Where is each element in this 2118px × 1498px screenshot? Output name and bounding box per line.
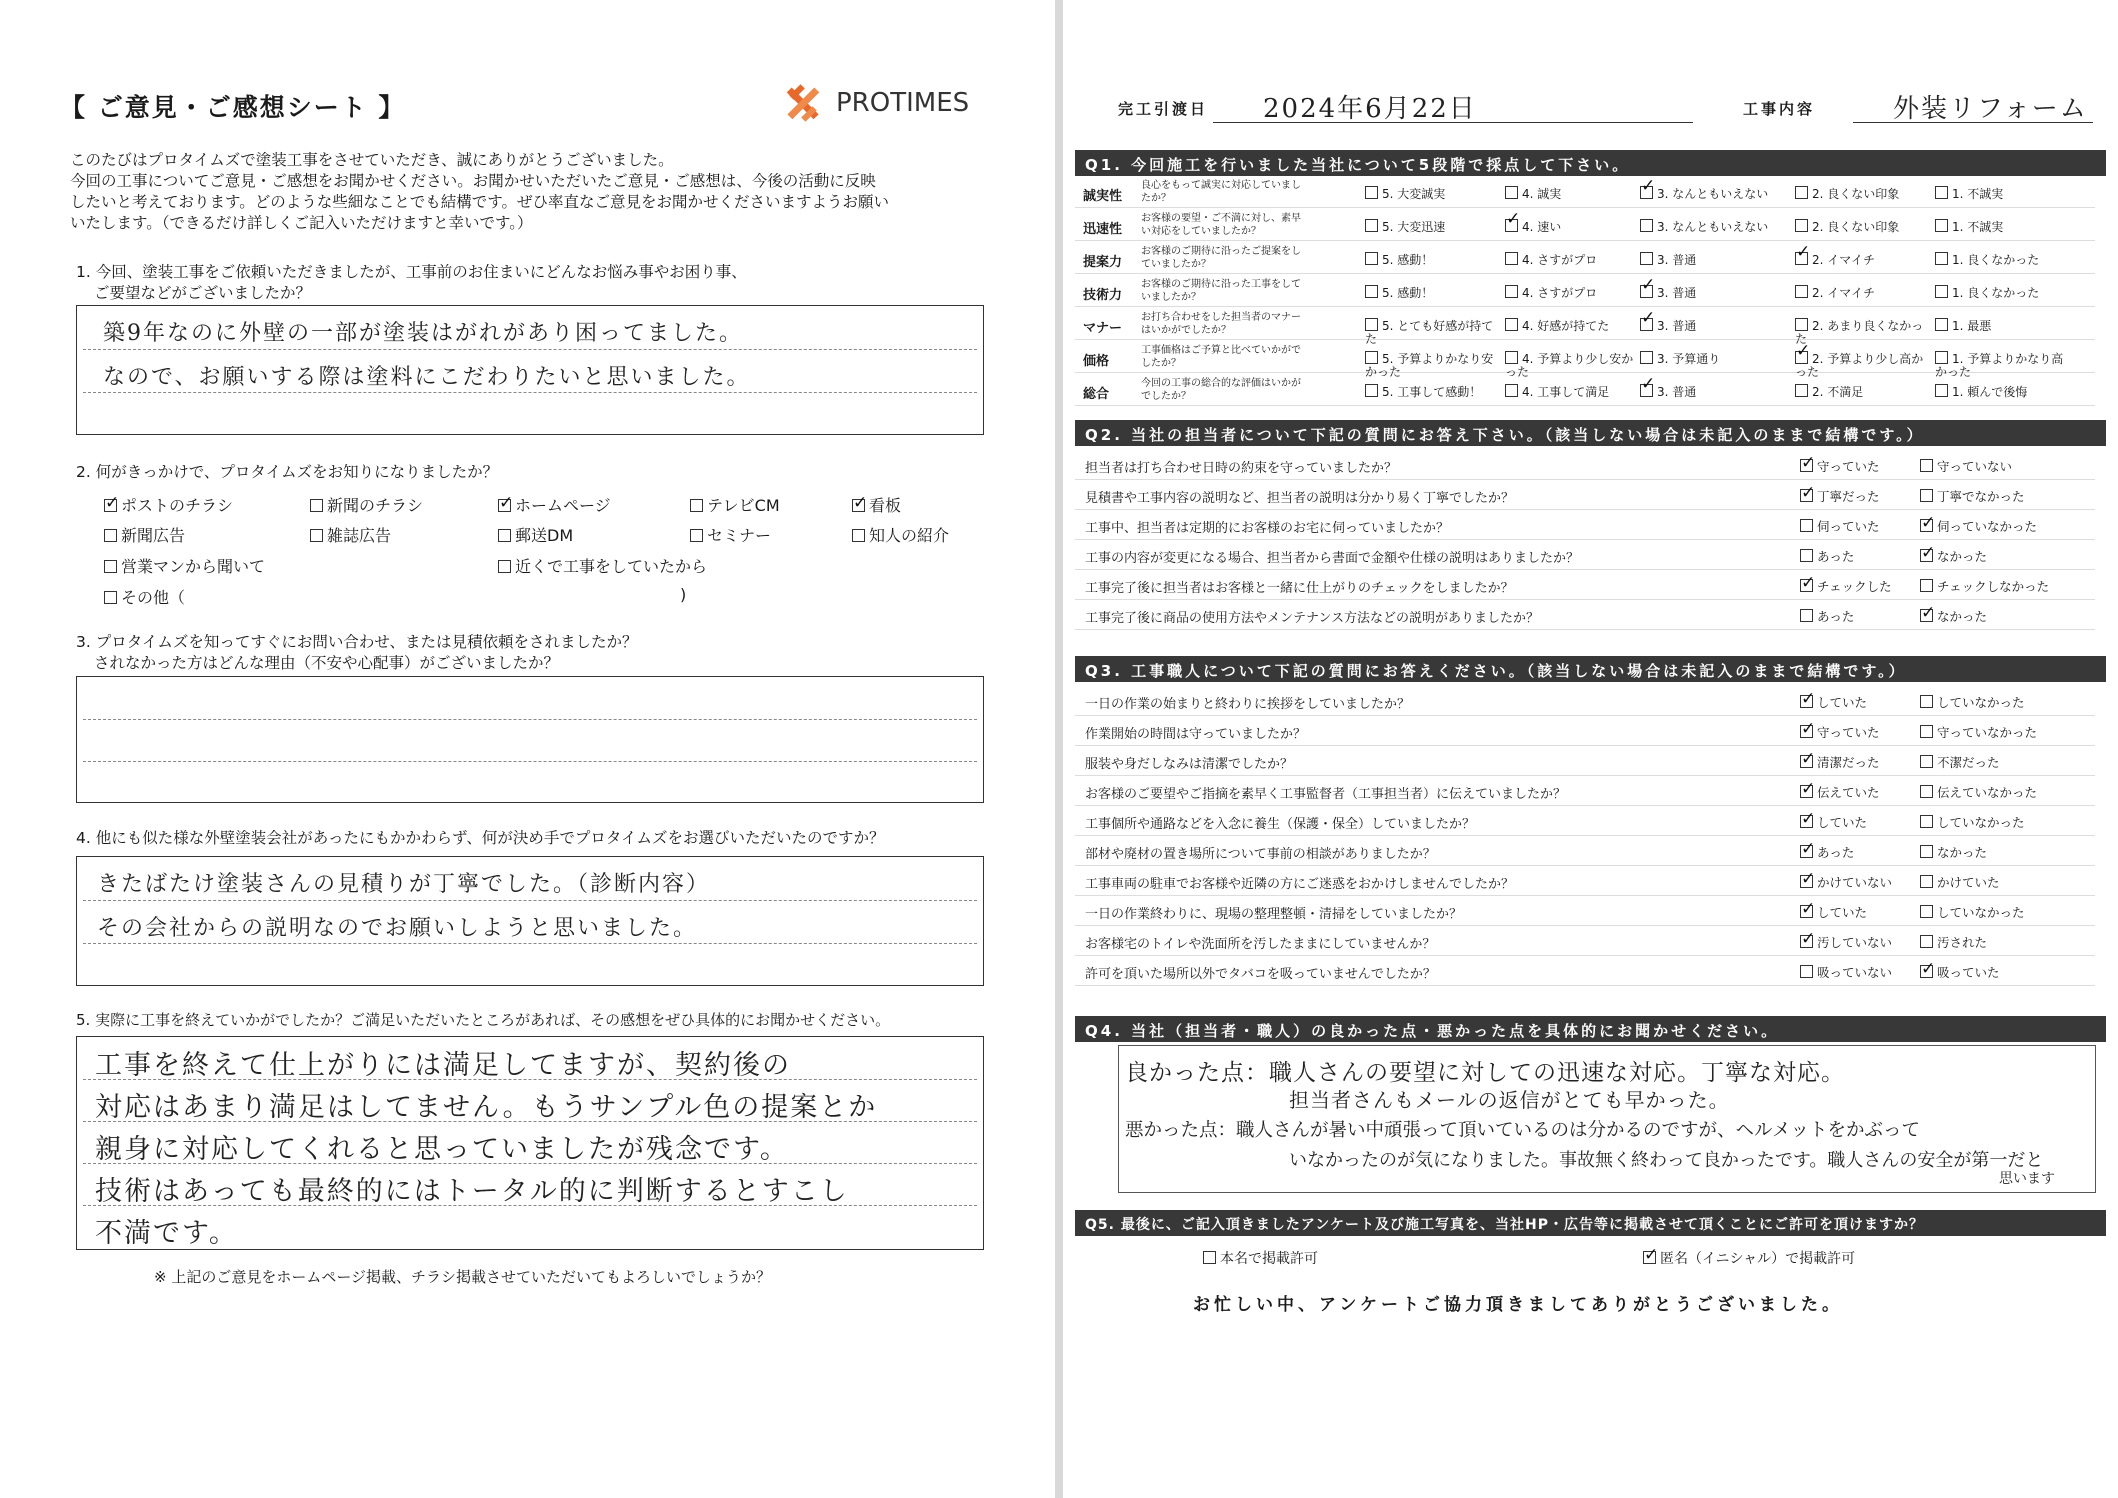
q3-answer-yes[interactable]: 吸っていない <box>1800 963 1892 981</box>
checkbox-icon[interactable] <box>1505 252 1518 265</box>
checkbox-icon[interactable] <box>1643 1251 1656 1264</box>
q1-rating-option[interactable]: 5. 大変迅速 <box>1365 219 1495 234</box>
checkbox-icon[interactable] <box>1795 318 1808 331</box>
answer-box-3 <box>76 676 984 803</box>
q1-rating-option[interactable]: 5. 大変誠実 <box>1365 186 1495 201</box>
q3-question-text: 工事車両の駐車でお客様や近隣の方にご迷惑をおかけしませんでしたか？ <box>1085 877 1515 892</box>
q3-answer-yes[interactable]: ✓ していた <box>1800 693 1867 711</box>
q1-row-description: お客様のご期待に沿ったご提案をしていましたか？ <box>1141 246 1301 270</box>
checkbox-icon[interactable] <box>1800 519 1813 532</box>
q2-answer-yes[interactable]: ✓ チェックした <box>1800 577 1892 595</box>
q1-row-label: 価格 <box>1083 354 1110 369</box>
question-5: 5. 実際に工事を終えていかがでしたか？ご満足いただいたところがあれば、その感想をぜひ具体的にお聞かせください。 <box>76 1011 891 1029</box>
q3-question-text: 一日の作業の始まりと終わりに挨拶をしていましたか？ <box>1085 697 1411 712</box>
q1-row-description: お打ち合わせをした担当者のマナーはいかがでしたか？ <box>1141 312 1301 336</box>
checkbox-icon[interactable] <box>1795 351 1808 364</box>
q1-rating-option[interactable]: 3. 普通 <box>1640 252 1770 267</box>
handwritten-answer: なので、お願いする際は塗料にこだわりたいと思いました。 <box>103 365 751 390</box>
checkbox-icon[interactable] <box>1505 285 1518 298</box>
q2-answer-no[interactable]: 守っていない <box>1920 457 2012 475</box>
q1-row-label: マナー <box>1083 321 1123 336</box>
q3-answer-no[interactable]: 不潔だった <box>1920 753 2000 771</box>
q5-option-initials[interactable]: ✓ 匿名（イニシャル）で掲載許可 <box>1643 1248 1855 1268</box>
q1-rating-option[interactable]: 1. 不誠実 <box>1935 219 2065 234</box>
checkbox-icon[interactable] <box>852 499 865 512</box>
q1-rating-option[interactable]: 4. 予算より少し安かった <box>1505 352 1634 379</box>
checkbox-icon[interactable] <box>1935 219 1948 232</box>
q3-answer-no[interactable]: 汚された <box>1920 933 1987 951</box>
handwritten-answer: 悪かった点：職人さんが暑い中頑張って頂いているのは分かるのですが、ヘルメットをかぶって <box>1125 1120 1920 1141</box>
answer-box-1 <box>76 305 984 435</box>
q1-row <box>1075 277 2095 307</box>
q2-answer-no[interactable]: 丁寧でなかった <box>1920 487 2025 505</box>
feedback-sheet-right <box>1063 0 2118 1498</box>
checkbox-icon[interactable] <box>1795 384 1808 397</box>
brand-name: PROTIMES <box>836 88 970 118</box>
q1-rating-option[interactable]: ✓ 3. なんともいえない <box>1640 186 1770 201</box>
checkbox-icon[interactable] <box>1365 318 1378 331</box>
q1-rating-option[interactable]: 2. 不満足 <box>1795 384 1925 399</box>
option-magazine-ad[interactable]: 雑誌広告 <box>310 523 391 546</box>
q1-row-label: 提案力 <box>1083 255 1123 270</box>
q2-answer-yes[interactable]: ✓ 丁寧だった <box>1800 487 1880 505</box>
q2-question-text: 工事完了後に担当者はお客様と一緒に仕上がりのチェックをしましたか？ <box>1085 581 1514 596</box>
q3-row <box>1075 716 2095 746</box>
option-direct-mail[interactable]: 郵送DM <box>498 523 573 546</box>
q3-answer-yes[interactable]: ✓ 清潔だった <box>1800 753 1880 771</box>
handwritten-answer: いなかったのが気になりました。事故無く終わって良かったです。職人さんの安全が第一だと <box>1289 1150 2044 1171</box>
q1-rating-option[interactable]: 5. 工事して感動！ <box>1365 384 1495 399</box>
checkbox-icon[interactable] <box>1935 252 1948 265</box>
checkbox-icon[interactable] <box>1365 351 1378 364</box>
checkbox-icon[interactable] <box>1800 459 1813 472</box>
handwritten-answer: 担当者さんもメールの返信がとても早かった。 <box>1289 1088 1730 1112</box>
checkbox-icon[interactable] <box>310 529 323 542</box>
checkbox-icon[interactable] <box>1800 755 1813 768</box>
q2-question-text: 担当者は打ち合わせ日時の約束を守っていましたか？ <box>1085 461 1398 476</box>
q3-answer-no[interactable]: 伝えていなかった <box>1920 783 2037 801</box>
checkbox-icon[interactable] <box>104 529 117 542</box>
option-tv-cm[interactable]: テレビCM <box>690 493 780 516</box>
q1-rating-option[interactable]: 5. とても好感が持てた <box>1365 319 1494 346</box>
question-1: 1. 今回、塗装工事をご依頼いただきましたが、工事前のお住まいにどんなお悩み事やお困り事、 ご要望などがございましたか？ <box>76 263 747 302</box>
q1-row-label: 迅速性 <box>1083 222 1123 237</box>
q2-question-text: 見積書や工事内容の説明など、担当者の説明は分かり易く丁寧でしたか？ <box>1085 491 1515 506</box>
checkbox-icon[interactable] <box>1920 785 1933 798</box>
q1-rating-option[interactable]: ✓ 2. イマイチ <box>1795 252 1925 267</box>
page-divider <box>1055 0 1063 1498</box>
q3-answer-yes[interactable]: ✓ していた <box>1800 813 1867 831</box>
q3-answer-yes[interactable]: ✓ 伝えていた <box>1800 783 1880 801</box>
checkbox-icon[interactable] <box>1920 815 1933 828</box>
q4-header: Q4. 当社（担当者・職人）の良かった点・悪かった点を具体的にお聞かせください。 <box>1075 1016 2106 1042</box>
handwritten-answer: 親身に対応してくれると思っていましたが残念です。 <box>95 1134 789 1165</box>
date-label: 完工引渡日 <box>1118 100 1209 118</box>
q1-rating-option[interactable]: 5. 感動！ <box>1365 252 1495 267</box>
option-other[interactable]: その他（ <box>104 585 185 608</box>
q1-rating-option[interactable]: ✓ 3. 普通 <box>1640 285 1770 300</box>
q1-rating-option[interactable]: 2. あまり良くなかった <box>1795 319 1924 346</box>
option-homepage[interactable]: ✓ ホームページ <box>498 493 611 516</box>
handwritten-answer: 良かった点：職人さんの要望に対しての迅速な対応。丁寧な対応。 <box>1125 1060 1845 1086</box>
option-referral[interactable]: 知人の紹介 <box>852 523 949 546</box>
checkbox-icon[interactable] <box>1505 384 1518 397</box>
q3-answer-no[interactable]: 守っていなかった <box>1920 723 2037 741</box>
q1-rating-option[interactable]: 1. 頼んで後悔 <box>1935 384 2065 399</box>
checkbox-icon[interactable] <box>1640 285 1653 298</box>
checkbox-icon[interactable] <box>1920 875 1933 888</box>
publish-note: ※ 上記のご意見をホームページ掲載、チラシ掲載させていただいてもよろしいでしょうか？ <box>154 1268 772 1286</box>
q1-header: Q1. 今回施工を行いました当社について5段階で採点して下さい。 <box>1075 150 2106 176</box>
checkbox-icon[interactable] <box>1365 384 1378 397</box>
checkbox-icon[interactable] <box>1800 965 1813 978</box>
q2-answer-no[interactable]: チェックしなかった <box>1920 577 2049 595</box>
q1-rating-option[interactable]: 1. 良くなかった <box>1935 252 2065 267</box>
option-newspaper-ad[interactable]: 新聞広告 <box>104 523 185 546</box>
q3-answer-no[interactable]: していなかった <box>1920 903 2025 921</box>
checkbox-icon[interactable] <box>1920 579 1933 592</box>
q3-question-text: お客様のご要望やご指摘を素早く工事監督者（工事担当者）に伝えていましたか？ <box>1085 787 1567 802</box>
checkbox-icon[interactable] <box>1920 609 1933 622</box>
handwritten-answer: 対応はあまり満足はしてません。もうサンプル色の提案とか <box>95 1092 878 1123</box>
q2-row <box>1075 570 2095 600</box>
option-signboard[interactable]: ✓ 看板 <box>852 493 901 516</box>
checkbox-icon[interactable] <box>1800 609 1813 622</box>
q2-question-text: 工事完了後に商品の使用方法やメンテナンス方法などの説明がありましたか？ <box>1085 611 1539 626</box>
q3-question-text: お客様宅のトイレや洗面所を汚したままにしていませんか？ <box>1085 937 1436 952</box>
checkbox-icon[interactable] <box>1800 549 1813 562</box>
q1-row-label: 総合 <box>1083 387 1110 402</box>
q1-row <box>1075 310 2095 346</box>
checkbox-icon[interactable] <box>1640 219 1653 232</box>
q4-answer-box <box>1118 1045 2096 1193</box>
q2-row <box>1075 480 2095 510</box>
checkbox-icon[interactable] <box>1920 519 1933 532</box>
q1-row-description: お客様の要望・ご不満に対し、素早い対応をしていましたか？ <box>1141 213 1301 237</box>
q2-row <box>1075 450 2095 480</box>
q1-rating-option[interactable]: 4. さすがプロ <box>1505 252 1635 267</box>
q1-rating-option[interactable]: 1. 予算よりかなり高かった <box>1935 352 2064 379</box>
checkbox-icon[interactable] <box>1505 351 1518 364</box>
q1-row <box>1075 244 2095 274</box>
q1-rating-option[interactable]: 2. 良くない印象 <box>1795 219 1925 234</box>
checkbox-icon[interactable] <box>1935 186 1948 199</box>
q2-row <box>1075 540 2095 570</box>
q3-row <box>1075 806 2095 836</box>
checkbox-icon[interactable] <box>1800 785 1813 798</box>
checkbox-icon[interactable] <box>1505 219 1518 232</box>
q3-row <box>1075 866 2095 896</box>
checkbox-icon[interactable] <box>1365 285 1378 298</box>
q3-answer-yes[interactable]: ✓ 汚していない <box>1800 933 1892 951</box>
q2-answer-no[interactable]: ✓ 伺っていなかった <box>1920 517 2037 535</box>
checkbox-icon[interactable] <box>1795 285 1808 298</box>
q2-question-text: 工事の内容が変更になる場合、担当者から書面で金額や仕様の説明はありましたか？ <box>1085 551 1580 566</box>
feedback-sheet-left <box>0 0 1055 1498</box>
checkbox-icon[interactable] <box>1920 549 1933 562</box>
q3-question-text: 服装や身だしなみは清潔でしたか？ <box>1085 757 1294 772</box>
checkbox-icon[interactable] <box>1365 219 1378 232</box>
q3-question-text: 工事個所や通路などを入念に養生（保護・保全）していましたか？ <box>1085 817 1476 832</box>
q3-question-text: 許可を頂いた場所以外でタバコを吸っていませんでしたか？ <box>1085 967 1436 982</box>
q2-answer-no[interactable]: ✓ なかった <box>1920 607 1987 625</box>
q1-rating-option[interactable]: ✓ 4. 速い <box>1505 219 1635 234</box>
checkbox-icon[interactable] <box>1800 725 1813 738</box>
q1-row-label: 誠実性 <box>1083 189 1123 204</box>
checkbox-icon[interactable] <box>104 560 117 573</box>
q2-answer-yes[interactable]: あった <box>1800 547 1854 565</box>
checkbox-icon[interactable] <box>1935 318 1948 331</box>
q3-answer-no[interactable]: ✓ 吸っていた <box>1920 963 2000 981</box>
checkbox-icon[interactable] <box>1203 1251 1216 1264</box>
checkbox-icon[interactable] <box>498 529 511 542</box>
q1-row <box>1075 343 2095 379</box>
q2-row <box>1075 600 2095 630</box>
checkbox-icon[interactable] <box>1920 965 1933 978</box>
checkbox-icon[interactable] <box>1795 252 1808 265</box>
q1-rating-option[interactable]: 4. 好感が持てた <box>1505 318 1635 333</box>
option-seminar[interactable]: セミナー <box>690 523 771 546</box>
q3-row <box>1075 926 2095 956</box>
checkbox-icon[interactable] <box>498 560 511 573</box>
q2-row <box>1075 510 2095 540</box>
q3-row <box>1075 746 2095 776</box>
q2-answer-no[interactable]: ✓ なかった <box>1920 547 1987 565</box>
checkbox-icon[interactable] <box>1505 186 1518 199</box>
checkbox-icon[interactable] <box>310 499 323 512</box>
handwritten-answer: 思います <box>1999 1171 2055 1187</box>
question-4: 4. 他にも似た様な外壁塗装会社があったにもかかわらず、何が決め手でプロタイムズをお選びいただいたのですか？ <box>76 829 885 847</box>
q3-row <box>1075 956 2095 986</box>
q1-rating-option[interactable]: 4. 工事して満足 <box>1505 384 1635 399</box>
checkbox-icon[interactable] <box>1640 318 1653 331</box>
handwritten-answer: 工事を終えて仕上がりには満足してますが、契約後の <box>95 1050 791 1081</box>
thanks-message: お忙しい中、アンケートご協力頂きましてありがとうございました。 <box>1193 1295 1843 1315</box>
checkbox-icon[interactable] <box>1920 845 1933 858</box>
option-post-flyer[interactable]: ✓ポストのチラシ <box>104 493 233 516</box>
work-content: 外装リフォーム <box>1893 94 2088 124</box>
q3-answer-yes[interactable]: ✓ あった <box>1800 843 1854 861</box>
q1-rating-option[interactable]: 3. 予算通り <box>1640 351 1770 366</box>
checkbox-icon[interactable] <box>1920 905 1933 918</box>
q3-answer-yes[interactable]: ✓ かけていない <box>1800 873 1892 891</box>
sheet-title: 【 ご意見・ご感想シート 】 <box>60 93 406 122</box>
q1-rating-option[interactable]: 5. 感動！ <box>1365 285 1495 300</box>
checkbox-icon[interactable] <box>1920 489 1933 502</box>
q3-answer-no[interactable]: なかった <box>1920 843 1987 861</box>
completion-date: 2024年6月22日 <box>1263 94 1477 124</box>
checkbox-icon[interactable] <box>1800 875 1813 888</box>
checkbox-icon[interactable] <box>498 499 511 512</box>
q5-header: Q5. 最後に、ご記入頂きましたアンケート及び施工写真を、当社HP・広告等に掲載させて頂くことにご許可を頂けますか？ <box>1075 1210 2106 1236</box>
checkbox-icon[interactable] <box>104 499 117 512</box>
checkbox-icon[interactable] <box>690 499 703 512</box>
q3-question-text: 一日の作業終わりに、現場の整理整頓・清掃をしていましたか？ <box>1085 907 1463 922</box>
q1-rating-option[interactable]: 2. 良くない印象 <box>1795 186 1925 201</box>
q3-answer-no[interactable]: していなかった <box>1920 693 2025 711</box>
checkbox-icon[interactable] <box>1365 252 1378 265</box>
checkbox-icon[interactable] <box>1795 219 1808 232</box>
handwritten-answer: 不満です。 <box>95 1218 238 1249</box>
q1-row-description: 今回の工事の総合的な評価はいかがでしたか？ <box>1141 378 1301 402</box>
q1-rating-option[interactable]: 1. 最悪 <box>1935 318 2065 333</box>
checkbox-icon[interactable] <box>1640 351 1653 364</box>
q3-question-text: 部材や廃材の置き場所について事前の相談がありましたか？ <box>1085 847 1436 862</box>
q2-question-text: 工事中、担当者は定期的にお客様のお宅に伺っていましたか？ <box>1085 521 1450 536</box>
q1-row <box>1075 211 2095 241</box>
checkbox-icon[interactable] <box>1800 695 1813 708</box>
checkbox-icon[interactable] <box>1640 186 1653 199</box>
q2-answer-yes[interactable]: あった <box>1800 607 1854 625</box>
date-underline <box>1213 122 1693 123</box>
q3-row <box>1075 836 2095 866</box>
handwritten-answer: きたばたけ塗装さんの見積りが丁寧でした。（診断内容） <box>97 872 711 897</box>
checkbox-icon[interactable] <box>1800 845 1813 858</box>
handwritten-answer: 技術はあっても最終的にはトータル的に判断するとすこし <box>95 1176 849 1207</box>
option-nearby-work[interactable]: 近くで工事をしていたから <box>498 554 707 577</box>
option-other-close: ) <box>680 585 687 604</box>
checkbox-icon[interactable] <box>1800 489 1813 502</box>
checkbox-icon[interactable] <box>1505 318 1518 331</box>
question-3: 3. プロタイムズを知ってすぐにお問い合わせ、または見積依頼をされましたか？ されなかった方はどんな理由（不安や心配事）がございましたか？ <box>76 633 638 672</box>
q3-answer-no[interactable]: かけていた <box>1920 873 2000 891</box>
q2-header: Q2. 当社の担当者について下記の質問にお答え下さい。（該当しない場合は未記入のままで結構です。） <box>1075 420 2106 446</box>
checkbox-icon[interactable] <box>1935 384 1948 397</box>
checkbox-icon[interactable] <box>1800 935 1813 948</box>
q3-question-text: 作業開始の時間は守っていましたか？ <box>1085 727 1307 742</box>
checkbox-icon[interactable] <box>1935 285 1948 298</box>
q1-rating-option[interactable]: ✓ 3. 普通 <box>1640 318 1770 333</box>
handwritten-answer: その会社からの説明なのでお願いしようと思いました。 <box>97 916 698 941</box>
checkbox-icon[interactable] <box>1935 351 1948 364</box>
option-newspaper-flyer[interactable]: 新聞のチラシ <box>310 493 423 516</box>
checkbox-icon[interactable] <box>1365 186 1378 199</box>
q1-row <box>1075 376 2095 406</box>
q1-rating-option[interactable]: 2. イマイチ <box>1795 285 1925 300</box>
work-underline <box>1853 122 2093 123</box>
q1-rating-option[interactable]: 1. 不誠実 <box>1935 186 2065 201</box>
q2-answer-yes[interactable]: ✓ 守っていた <box>1800 457 1880 475</box>
checkbox-icon[interactable] <box>690 529 703 542</box>
q3-row <box>1075 776 2095 806</box>
answer-box-4 <box>76 856 984 986</box>
checkbox-icon[interactable] <box>1795 186 1808 199</box>
q1-row-label: 技術力 <box>1083 288 1123 303</box>
checkbox-icon[interactable] <box>104 591 117 604</box>
q1-row <box>1075 178 2095 208</box>
q3-answer-yes[interactable]: ✓ 守っていた <box>1800 723 1880 741</box>
checkbox-icon[interactable] <box>1920 725 1933 738</box>
intro-text: このたびはプロタイムズで塗装工事をさせていただき、誠にありがとうございました。 今回の工事についてご意見・ご感想をお聞かせください。お聞かせいただいたご意見・ご感想は、今後の活動に反映 したいと考えております。どのような些細なことでも結構です。ぜひ率直なご意見をお聞かせくださいますようお願い いたします。（できるだけ詳しくご記入いただけますと幸いです。） <box>70 151 890 232</box>
work-label: 工事内容 <box>1743 100 1816 118</box>
protimes-logo-icon <box>780 80 826 126</box>
q1-row-description: 良心をもって誠実に対応していましたか？ <box>1141 180 1301 204</box>
q3-answer-yes[interactable]: ✓ していた <box>1800 903 1867 921</box>
q3-answer-no[interactable]: していなかった <box>1920 813 2025 831</box>
q1-rating-option[interactable]: 3. なんともいえない <box>1640 219 1770 234</box>
q1-rating-option[interactable]: 4. さすがプロ <box>1505 285 1635 300</box>
checkbox-icon[interactable] <box>1920 695 1933 708</box>
q1-rating-option[interactable]: 4. 誠実 <box>1505 186 1635 201</box>
q1-rating-option[interactable]: 5. 予算よりかなり安かった <box>1365 352 1494 379</box>
q1-rating-option[interactable]: ✓ 3. 普通 <box>1640 384 1770 399</box>
q2-answer-yes[interactable]: 伺っていた <box>1800 517 1880 535</box>
q3-row <box>1075 896 2095 926</box>
q5-option-real-name[interactable]: 本名で掲載許可 <box>1203 1248 1318 1268</box>
q1-rating-option[interactable]: 1. 良くなかった <box>1935 285 2065 300</box>
q1-row-description: お客様のご期待に沿った工事をしていましたか？ <box>1141 279 1301 303</box>
checkbox-icon[interactable] <box>1920 755 1933 768</box>
checkbox-icon[interactable] <box>1800 579 1813 592</box>
q3-header: Q3. 工事職人について下記の質問にお答えください。（該当しない場合は未記入のままで結構です。） <box>1075 656 2106 682</box>
option-sales-person[interactable]: 営業マンから聞いて <box>104 554 265 577</box>
checkbox-icon[interactable] <box>1920 935 1933 948</box>
checkbox-icon[interactable] <box>1920 459 1933 472</box>
checkbox-icon[interactable] <box>1800 905 1813 918</box>
checkbox-icon[interactable] <box>1640 252 1653 265</box>
checkbox-icon[interactable] <box>1800 815 1813 828</box>
question-2: 2. 何がきっかけで、プロタイムズをお知りになりましたか？ <box>76 463 499 481</box>
q1-row-description: 工事価格はご予算と比べていかがでしたか？ <box>1141 345 1301 369</box>
handwritten-answer: 築9年なのに外壁の一部が塗装はがれがあり困ってました。 <box>103 321 743 346</box>
checkbox-icon[interactable] <box>1640 384 1653 397</box>
checkbox-icon[interactable] <box>852 529 865 542</box>
q3-row <box>1075 686 2095 716</box>
q1-rating-option[interactable]: ✓ 2. 予算より少し高かった <box>1795 351 1925 379</box>
answer-box-5 <box>76 1036 984 1250</box>
